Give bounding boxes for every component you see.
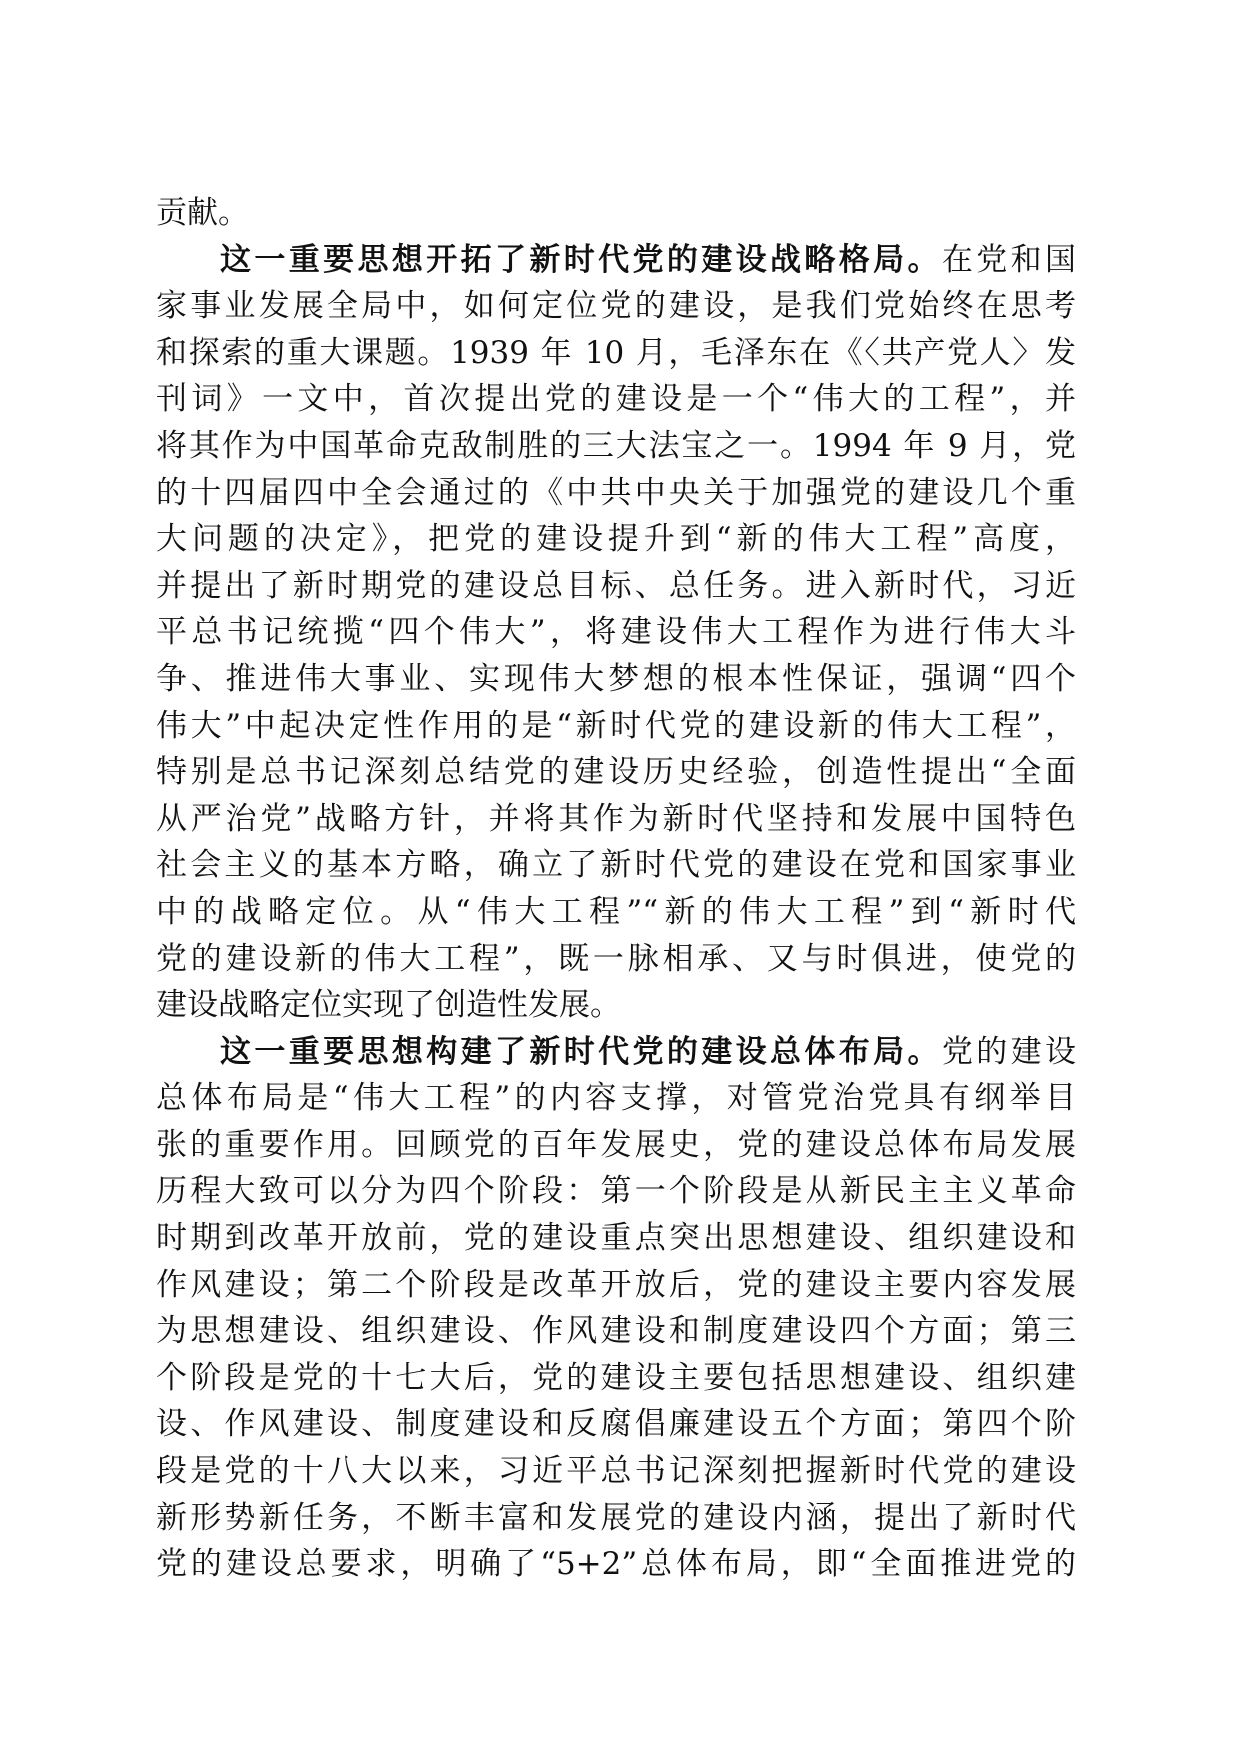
paragraph-heading-line [156,237,1076,284]
text-line [156,283,1076,330]
line-text: 从严治党”战略方针，并将其作为新时代坚持和发展中国特色 [156,800,1076,837]
text-line [156,376,1076,423]
line-text: 设、作风建设、制度建设和反腐倡廉建设五个方面；第四个阶 [156,1406,1076,1443]
text-line [156,1401,1076,1448]
line-text: 刊词》一文中，首次提出党的建设是一个“伟大的工程”，并 [156,381,1076,418]
text-line [156,1215,1076,1262]
text-line [156,1308,1076,1355]
line-text: 新形势新任务，不断丰富和发展党的建设内涵，提出了新时代 [156,1499,1076,1536]
text-line [156,1541,1076,1588]
text-line [156,330,1076,377]
line-text: 作风建设；第二个阶段是改革开放后，党的建设主要内容发展 [156,1266,1076,1303]
line-text: 个阶段是党的十七大后，党的建设主要包括思想建设、组织建 [156,1359,1076,1396]
line-text: 建设战略定位实现了创造性发展。 [156,987,621,1024]
line-text: 中的战略定位。从“伟大工程”“新的伟大工程”到“新时代 [156,893,1076,930]
line-text: 为思想建设、组织建设、作风建设和制度建设四个方面；第三 [156,1313,1076,1350]
bold-lead-sentence: 这一重要思想开拓了新时代党的建设战略格局。 [220,241,942,278]
text-line [156,656,1076,703]
text-line [156,190,1076,237]
line-text: 平总书记统揽“四个伟大”，将建设伟大工程作为进行伟大斗 [156,614,1076,651]
line-text: 社会主义的基本方略，确立了新时代党的建设在党和国家事业 [156,847,1076,884]
line-text: 伟大”中起决定性作用的是“新时代党的建设新的伟大工程”， [156,707,1076,744]
line-text: 张的重要作用。回顾党的百年发展史，党的建设总体布局发展 [156,1126,1076,1163]
text-line [156,889,1076,936]
text-line [156,1495,1076,1542]
line-text: 争、推进伟大事业、实现伟大梦想的根本性保证，强调“四个 [156,660,1076,697]
line-text: 和探索的重大课题。1939 年 10 月，毛泽东在《〈共产党人〉发 [156,334,1076,371]
line-text: 将其作为中国革命克敌制胜的三大法宝之一。1994 年 9 月，党 [156,427,1076,464]
line-text: 时期到改革开放前，党的建设重点突出思想建设、组织建设和 [156,1220,1076,1257]
line-text: 党的建设 [941,1033,1076,1070]
line-text: 贡献。 [156,195,249,231]
text-line [156,609,1076,656]
line-text: 特别是总书记深刻总结党的建设历史经验，创造性提出“全面 [156,754,1076,791]
paragraph-heading-line [156,1029,1076,1076]
text-line [156,982,1076,1029]
text-line [156,563,1076,610]
line-text: 并提出了新时期党的建设总目标、总任务。进入新时代，习近 [156,567,1076,604]
line-text: 大问题的决定》，把党的建设提升到“新的伟大工程”高度， [156,521,1076,558]
text-line [156,796,1076,843]
text-line [156,516,1076,563]
line-text: 在党和国 [941,241,1076,278]
text-line [156,936,1076,983]
text-line [156,1122,1076,1169]
line-text: 历程大致可以分为四个阶段：第一个阶段是从新民主主义革命 [156,1173,1076,1210]
text-line [156,749,1076,796]
line-text: 党的建设新的伟大工程”，既一脉相承、又与时俱进，使党的 [156,940,1076,977]
text-line [156,423,1076,470]
line-text: 总体布局是“伟大工程”的内容支撑，对管党治党具有纲举目 [156,1080,1076,1117]
text-line [156,703,1076,750]
text-line [156,1448,1076,1495]
line-text: 家事业发展全局中，如何定位党的建设，是我们党始终在思考 [156,288,1076,325]
line-text: 党的建设总要求，明确了“5+2”总体布局，即“全面推进党的 [156,1546,1076,1583]
text-line [156,1262,1076,1309]
bold-lead-sentence: 这一重要思想构建了新时代党的建设总体布局。 [220,1033,942,1070]
line-text: 的十四届四中全会通过的《中共中央关于加强党的建设几个重 [156,474,1076,511]
text-line [156,1168,1076,1215]
text-line [156,470,1076,517]
text-line [156,1355,1076,1402]
text-line [156,1075,1076,1122]
document-body [156,190,1076,1588]
line-text: 段是党的十八大以来，习近平总书记深刻把握新时代党的建设 [156,1453,1076,1490]
text-line [156,842,1076,889]
